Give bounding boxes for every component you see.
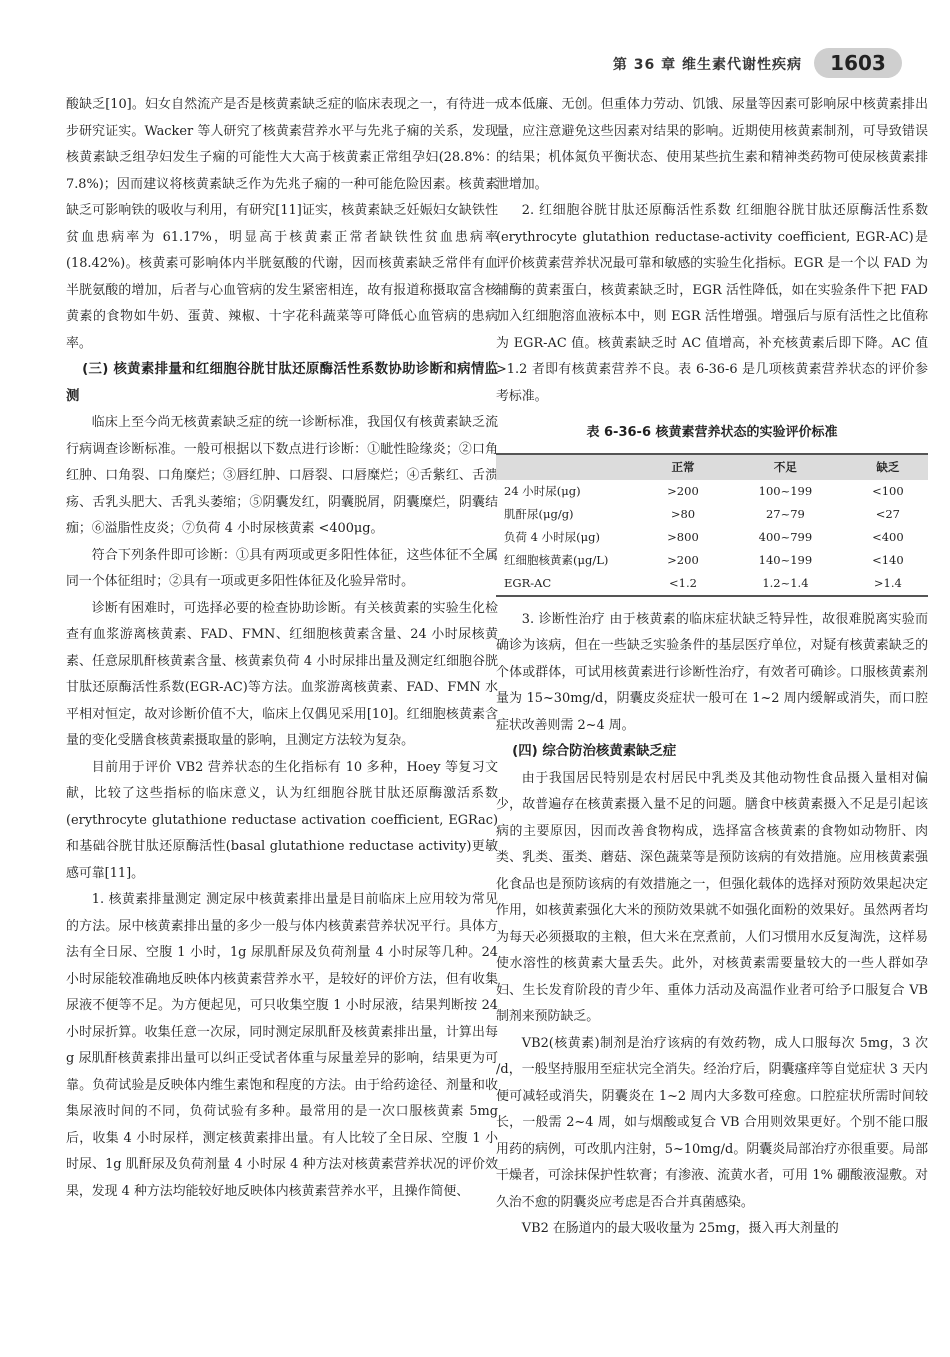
left-column [66, 92, 498, 1205]
paragraph: 3. 诊断性治疗 由于核黄素的临床症状缺乏特异性，故很难脱离实验而确诊为该病，但在一些缺乏实验条件的基层医疗单位，对疑有核黄素缺乏的个体或群体，可试用核黄素进行诊断性治疗，有效者可确诊。口服核黄素剂量为 15~30mg/d，阴囊皮炎症状一般可在 1~2 周内缓解或消失，而口腔症状改善则需 2~4 周。 [496, 611, 928, 733]
page-header [0, 44, 950, 84]
paragraph: 成本低廉、无创。但重体力劳动、饥饿、尿量等因素可影响尿中核黄素排出量，应注意避免这些因素对结果的影响。近期使用核黄素制剂，可导致错误的结果；机体氮负平衡状态、使用某些抗生素和精神类药物可使尿核黄素排泄增加。 [496, 97, 928, 192]
table-row [496, 503, 928, 526]
table-cell: >1.4 [873, 575, 902, 590]
table-cell: >80 [670, 506, 696, 521]
table-cell: 肌酐尿(μg/g) [504, 506, 574, 521]
table-header-row [496, 454, 928, 480]
table-cell: <400 [872, 529, 904, 544]
table-header-cell: 缺乏 [876, 459, 900, 474]
paragraph: VB2(核黄素)制剂是治疗该病的有效药物，成人口服每次 5mg，3 次 /d，一般坚持服用至症状完全消失。经治疗后，阴囊瘙痒等自觉症状 3 天内便可减轻或消失，阴囊炎在 1~2 周内大多数可痊愈。口腔症状所需时间较长，一般需 2~4 周，如与烟酸或复合 VB 合用则效果更好。个别不能口服用药的病例，可改肌内注射，5~10mg/d。阴囊炎局部治疗亦很重要。局部干燥者，可涂抹保护性软膏；有渗液、流黄水者，可用 1% 硼酸液湿敷。对久治不愈的阴囊炎应考虑是否合并真菌感染。 [496, 1035, 928, 1210]
paragraph: 由于我国居民特别是农村居民中乳类及其他动物性食品摄入量相对偏少，故普遍存在核黄素摄入量不足的问题。膳食中核黄素摄入不足是引起该病的主要原因，因而改善食物构成，选择富含核黄素的食物如动物肝、肉类、乳类、蛋类、蘑菇、深色蔬菜等是预防该病的有效措施。应用核黄素强化食品也是预防该病的有效措施之一，但强化载体的选择对预防效果起决定作用，如核黄素强化大米的预防效果就不如强化面粉的效果好。虽然两者均为每天必须摄取的主粮，但大米在烹煮前，人们习惯用水反复淘洗，这样易使水溶性的核黄素大量丢失。此外，对核黄素需要量较大的一些人群如孕妇、生长发育阶段的青少年、重体力活动及高温作业者可给予口服复合 VB 制剂来预防缺乏。 [496, 770, 928, 1024]
table-title: 表 6-36-6 核黄素营养状态的实验评价标准 [586, 425, 838, 440]
right-column [496, 92, 928, 1243]
paragraph: 2. 红细胞谷胱甘肽还原酶活性系数 红细胞谷胱甘肽还原酶活性系数(erythrocyte glutathion reductase-activity coefficient, EGR-AC)是评价核黄素营养状况最可靠和敏感的实验生化指标。EGR 是一个以 FAD 为辅酶的黄素蛋白，核黄素缺乏时，EGR 活性降低，如在实验条件下把 FAD 加入红细胞溶血液标本中，则 EGR 活性增强。增强后与原有活性之比值称为 EGR-AC 值。核黄素缺乏时 AC 值增高，补充核黄素后即下降。AC 值 >1.2 者即有核黄素营养不良。表 6-36-6 是几项核黄素营养状态的评价参考标准。 [496, 203, 928, 404]
table-cell: 24 小时尿(μg) [504, 483, 581, 498]
table-row [496, 480, 928, 503]
table-cell: 负荷 4 小时尿(μg) [504, 529, 600, 544]
table-row [496, 526, 928, 549]
table-header-cell: 正常 [671, 459, 695, 474]
table-header-cell: 不足 [773, 459, 797, 474]
table-cell: <27 [875, 506, 901, 521]
paragraph: VB2 在肠道内的最大吸收量为 25mg，摄入再大剂量的 [521, 1221, 839, 1236]
paragraph: 临床上至今尚无核黄素缺乏症的统一诊断标准，我国仅有核黄素缺乏流行病调查诊断标准。一般可根据以下数点进行诊断：①眦性睑缘炎；②口角红肿、口角裂、口角糜烂；③唇红肿、口唇裂、口唇糜烂；④舌紫红、舌溃疡、舌乳头肥大、舌乳头萎缩；⑤阴囊发红，阴囊脱屑，阴囊糜烂，阴囊结痂；⑥溢脂性皮炎；⑦负荷 4 小时尿核黄素 <400μg。 [66, 415, 498, 536]
table-row [496, 572, 928, 596]
table-header-cell [496, 454, 643, 480]
table-cell: >200 [667, 483, 699, 498]
table-cell: >200 [667, 552, 699, 567]
table-cell: <100 [872, 483, 904, 498]
page-number: 1603 [814, 48, 902, 78]
table-cell: 红细胞核黄素(μg/L) [504, 552, 609, 567]
table-cell: 100~199 [758, 483, 813, 498]
section-heading: (四) 综合防治核黄素缺乏症 [512, 744, 677, 759]
evaluation-table [496, 453, 928, 597]
paragraph: 目前用于评价 VB2 营养状态的生化指标有 10 多种，Hoey 等复习文献，比较了这些指标的临床意义，认为红细胞谷胱甘肽还原酶激活系数(erythrocyte glutathione reductase activation coefficient, EGRac)和基础谷胱甘肽还原酶活性(basal glutathione reductase activity)更敏感可靠[11]。 [66, 759, 498, 881]
table-cell: EGR-AC [504, 575, 552, 590]
table-cell: >800 [667, 529, 699, 544]
table-row [496, 549, 928, 572]
table-cell: <140 [872, 552, 904, 567]
table-cell: 140~199 [758, 552, 813, 567]
table-cell: 27~79 [765, 506, 805, 521]
paragraph: 诊断有困难时，可选择必要的检查协助诊断。有关核黄素的实验生化检查有血浆游离核黄素、FAD、FMN、红细胞核黄素含量、24 小时尿核黄素、任意尿肌酐核黄素含量、核黄素负荷 4 小时尿排出量及测定红细胞谷胱甘肽还原酶活性系数(EGR-AC)等方法。血浆游离核黄素、FAD、FMN 水平相对恒定，故对诊断价值不大，临床上仅偶见采用[10]。红细胞核黄素含量的变化受膳食核黄素摄取量的影响，且测定方法较为复杂。 [66, 600, 498, 748]
table-cell: 400~799 [758, 529, 813, 544]
table-cell: 1.2~1.4 [762, 575, 809, 590]
paragraph: 酸缺乏[10]。妇女自然流产是否是核黄素缺乏症的临床表现之一，有待进一步研究证实。Wacker 等人研究了核黄素营养水平与先兆子痫的关系，发现核黄素缺乏组孕妇发生子痫的可能性大大高于核黄素正常组孕妇(28.8%：7.8%)；因而建议将核黄素缺乏作为先兆子痫的一种可能危险因素。核黄素缺乏可影响铁的吸收与利用，有研究[11]证实，核黄素缺乏妊娠妇女缺铁性贫血患病率为 61.17%，明显高于核黄素正常者缺铁性贫血患病率(18.42%)。核黄素可影响体内半胱氨酸的代谢，因而核黄素缺乏常伴有血半胱氨酸的增加，后者与心血管病的发生紧密相连，故有报道称摄取富含核黄素的食物如牛奶、蛋黄、辣椒、十字花科蔬菜等可降低心血管病的患病率。 [66, 97, 498, 351]
table-cell: <1.2 [669, 575, 697, 590]
paragraph: 1. 核黄素排量测定 测定尿中核黄素排出量是目前临床上应用较为常见的方法。尿中核黄素排出量的多少一般与体内核黄素营养状况平行。具体方法有全日尿、空腹 1 小时，1g 尿肌酐尿及负荷剂量 4 小时尿等几种。24 小时尿能较准确地反映体内核黄素营养水平，是较好的评价方法，但有收集尿液不便等不足。为方便起见，可只收集空腹 1 小时尿液，结果判断按 24 小时尿折算。收集任意一次尿，同时测定尿肌酐及核黄素排出量，计算出每 g 尿肌酐核黄素排出量可以纠正受试者体重与尿量差异的影响，结果更为可靠。负荷试验是反映体内维生素饱和程度的方法。由于给药途径、剂量和收集尿液时间的不同，负荷试验有多种。最常用的是一次口服核黄素 5mg 后，收集 4 小时尿样，测定核黄素排出量。有人比较了全日尿、空腹 1 小时尿、1g 肌酐尿及负荷剂量 4 小时尿 4 种方法对核黄素营养状况的评价效果，发现 4 种方法均能较好地反映体内核黄素营养水平，且操作简便、 [66, 892, 498, 1199]
chapter-title: 第 36 章 维生素代谢性疾病 [612, 57, 802, 73]
section-heading: (三) 核黄素排量和红细胞谷胱甘肽还原酶活性系数协助诊断和病情监测 [66, 362, 498, 404]
paragraph: 符合下列条件即可诊断：①具有两项或更多阳性体征，这些体征不全属同一个体征组时；②具有一项或更多阳性体征及化验异常时。 [66, 547, 498, 589]
